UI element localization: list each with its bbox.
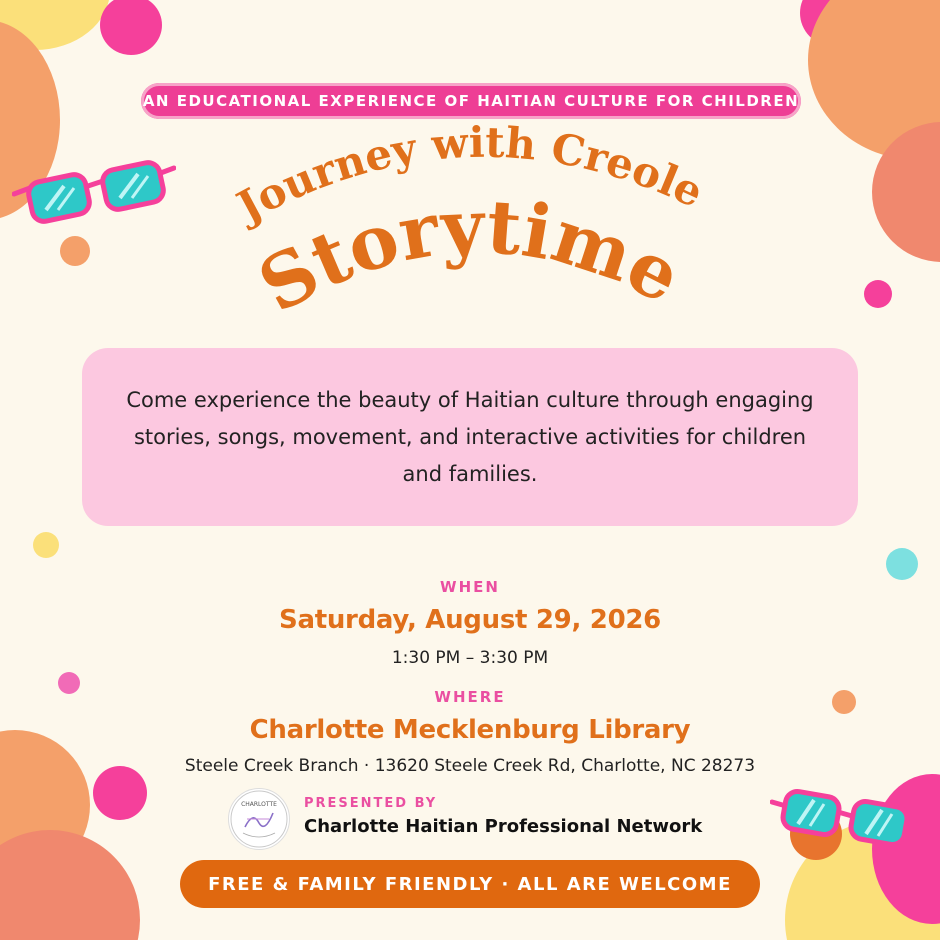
presented-by-label: PRESENTED BY (304, 796, 438, 811)
title-line-2: Storytime (245, 183, 695, 330)
venue-address: Steele Creek Branch · 13620 Steele Creek Rd, Charlotte, NC 28273 (184, 756, 756, 776)
decor-circle (33, 532, 59, 558)
title-line-1: Journey with Creole (229, 120, 711, 232)
description-text: Come experience the beauty of Haitian culture through engaging stories, songs, movement, and interactive activities for children and families. (126, 387, 814, 486)
presenter-block (228, 788, 748, 850)
description-box (82, 348, 858, 526)
event-date: Saturday, August 29, 2026 (279, 605, 661, 635)
sunglasses-icon (770, 788, 922, 848)
decor-circle (886, 548, 918, 580)
svg-text:CHARLOTTE: CHARLOTTE (241, 801, 277, 808)
decor-circle (100, 0, 162, 55)
venue-name: Charlotte Mecklenburg Library (249, 715, 691, 745)
footer-banner: FREE & FAMILY FRIENDLY · ALL ARE WELCOME (180, 860, 760, 908)
presenter-name: Charlotte Haitian Professional Network (304, 816, 703, 837)
decor-circle (0, 830, 140, 940)
event-time: 1:30 PM – 3:30 PM (391, 648, 549, 668)
where-label: WHERE (434, 688, 506, 706)
tagline-pill: AN EDUCATIONAL EXPERIENCE OF HAITIAN CULTURE FOR CHILDREN (141, 83, 801, 119)
logo-icon (228, 788, 290, 850)
title (0, 120, 940, 350)
when-label: WHEN (440, 578, 500, 596)
